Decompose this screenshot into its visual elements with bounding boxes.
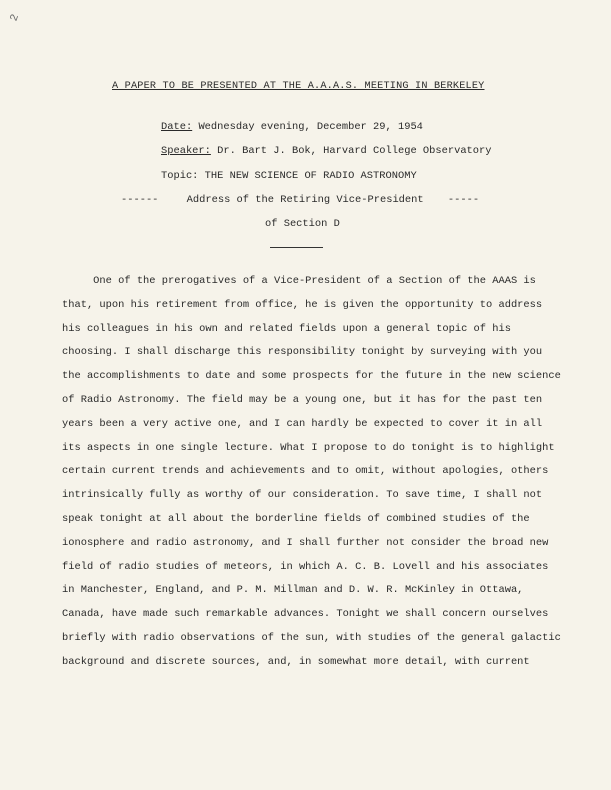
body-line: the accomplishments to date and some prospects for the future in the new science (62, 370, 561, 383)
topic-value: THE NEW SCIENCE OF RADIO ASTRONOMY (204, 170, 417, 182)
body-line: intrinsically fully as worthy of our consideration. To save time, I shall not (62, 489, 543, 502)
section-line: of Section D (265, 218, 340, 230)
address-text: Address of the Retiring Vice-President (186, 194, 424, 206)
meta-topic (161, 170, 417, 182)
body-line: One of the prerogatives of a Vice-President of a Section of the AAAS is (62, 275, 536, 287)
address-line (121, 194, 479, 206)
address-dash-right: ----- (447, 194, 480, 206)
page-number-mark: 2 (8, 12, 23, 24)
body-line: his colleagues in his own and related fields upon a general topic of his (62, 322, 511, 335)
body-line: in Manchester, England, and P. M. Millman and D. W. R. McKinley in Ottawa, (62, 584, 524, 597)
address-dash-left: ------ (121, 194, 159, 206)
body-line: background and discrete sources, and, in somewhat more detail, with current (62, 655, 530, 668)
body-line: briefly with radio observations of the sun, with studies of the general galactic (62, 631, 561, 644)
body-line: certain current trends and achievements and to omit, without apologies, others (62, 465, 549, 478)
topic-label: Topic: (161, 170, 199, 182)
date-label: Date: (161, 121, 193, 133)
body-text (62, 270, 562, 675)
body-line: speak tonight at all about the borderline fields of combined studies of the (62, 512, 530, 525)
meta-date (161, 121, 423, 133)
meta-speaker (161, 145, 492, 157)
body-line: Canada, have made such remarkable advances. Tonight we shall concern ourselves (62, 608, 549, 621)
body-line: years been a very active one, and I can hardly be expected to cover it in all (62, 417, 543, 430)
body-line: of Radio Astronomy. The field may be a young one, but it has for the past ten (62, 393, 543, 406)
speaker-value: Dr. Bart J. Bok, Harvard College Observatory (217, 145, 492, 157)
body-line: choosing. I shall discharge this responsibility tonight by surveying with you (62, 346, 543, 359)
document-title: A PAPER TO BE PRESENTED AT THE A.A.A.S. MEETING IN BERKELEY (112, 81, 485, 92)
body-line: field of radio studies of meteors, in which A. C. B. Lovell and his associates (62, 560, 549, 573)
date-value: Wednesday evening, December 29, 1954 (198, 121, 423, 133)
body-line: that, upon his retirement from office, he is given the opportunity to address (62, 298, 543, 311)
body-line: its aspects in one single lecture. What I propose to do tonight is to highlight (62, 441, 555, 454)
divider-rule (270, 247, 323, 248)
speaker-label: Speaker: (161, 145, 211, 157)
body-line: ionosphere and radio astronomy, and I shall further not consider the broad new (62, 536, 549, 549)
